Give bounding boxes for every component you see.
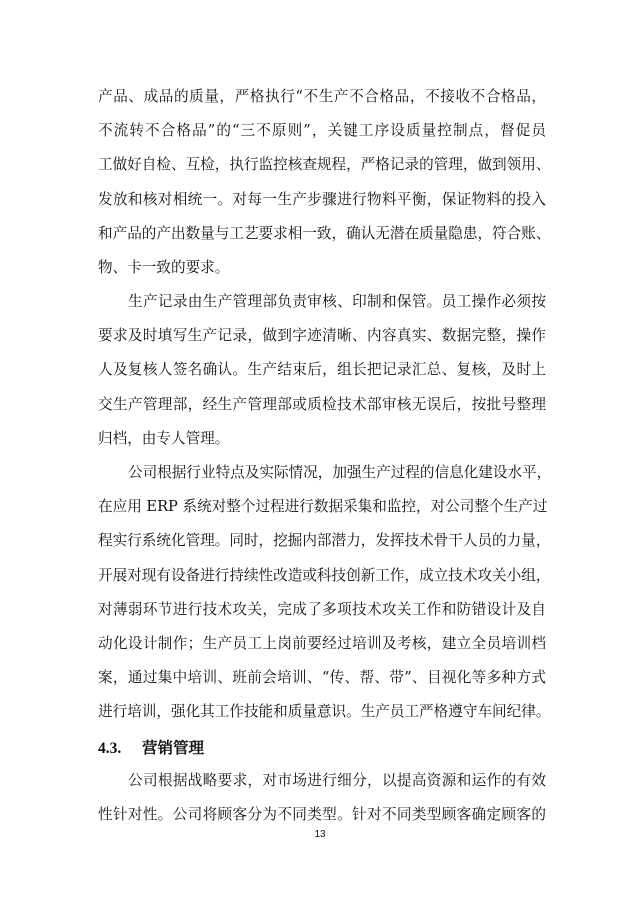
text-line: 公司根据战略要求，对市场进行细分，以提高资源和运作的有效 <box>128 772 546 789</box>
text-line: 开展对现有设备进行持续性改造或科技创新工作，成立技术攻关小组， <box>98 566 551 584</box>
paragraph-production-records <box>98 285 546 456</box>
text-line: 物、卡一致的要求。 <box>98 258 230 276</box>
section-title: 营销管理 <box>142 738 205 757</box>
text-line: 产品、成品的质量，严格执行“不生产不合格品，不接收不合格品， <box>98 88 546 105</box>
text-line: 不流转不合格品”的“三不原则”，关键工序设质量控制点，督促员 <box>98 122 546 140</box>
text-line: 发放和核对相统一。对每一生产步骤进行物料平衡，保证物料的投入 <box>98 190 546 208</box>
text-line: 和产品的产出数量与工艺要求相一致，确认无潜在质量隐患，符合账、 <box>98 224 551 242</box>
text-line: 性针对性。公司将顾客分为不同类型。针对不同类型顾客确定顾客的 <box>98 806 546 824</box>
paragraph-informatization <box>98 456 552 730</box>
section-heading <box>98 735 204 761</box>
page-number: 13 <box>314 829 326 840</box>
text-line: 工做好自检、互检，执行监控核查规程，严格记录的管理，做到领用、 <box>98 156 551 174</box>
text-line: 在应用 ERP 系统对整个过程进行数据采集和监控，对公司整个生产过 <box>98 498 548 516</box>
section-number: 4.3. <box>98 740 122 757</box>
paragraph-marketing <box>98 764 546 832</box>
paragraph-quality-control <box>98 80 551 285</box>
text-line: 对薄弱环节进行技术攻关，完成了多项技术攻关工作和防错设计及自 <box>98 600 546 618</box>
text-line: 动化设计制作；生产员工上岗前要经过培训及考核，建立全员培训档 <box>98 634 546 652</box>
text-line: 案，通过集中培训、班前会培训、“传、帮、带”、目视化等多种方式 <box>98 669 546 687</box>
text-line: 公司根据行业特点及实际情况，加强生产过程的信息化建设水平， <box>128 464 552 481</box>
text-line: 要求及时填写生产记录，做到字迹清晰、内容真实、数据完整，操作 <box>98 327 546 345</box>
text-line: 人及复核人签名确认。生产结束后，组长把记录汇总、复核，及时上 <box>98 361 546 379</box>
text-line: 生产记录由生产管理部负责审核、印制和保管。员工操作必须按 <box>128 293 546 310</box>
text-line: 进行培训，强化其工作技能和质量意识。生产员工严格遵守车间纪律。 <box>98 703 551 721</box>
text-line: 归档，由专人管理。 <box>98 429 230 447</box>
text-line: 交生产管理部，经生产管理部或质检技术部审核无误后，按批号整理 <box>98 395 546 413</box>
text-line: 程实行系统化管理。同时，挖掘内部潜力，发挥技术骨干人员的力量， <box>98 532 551 550</box>
